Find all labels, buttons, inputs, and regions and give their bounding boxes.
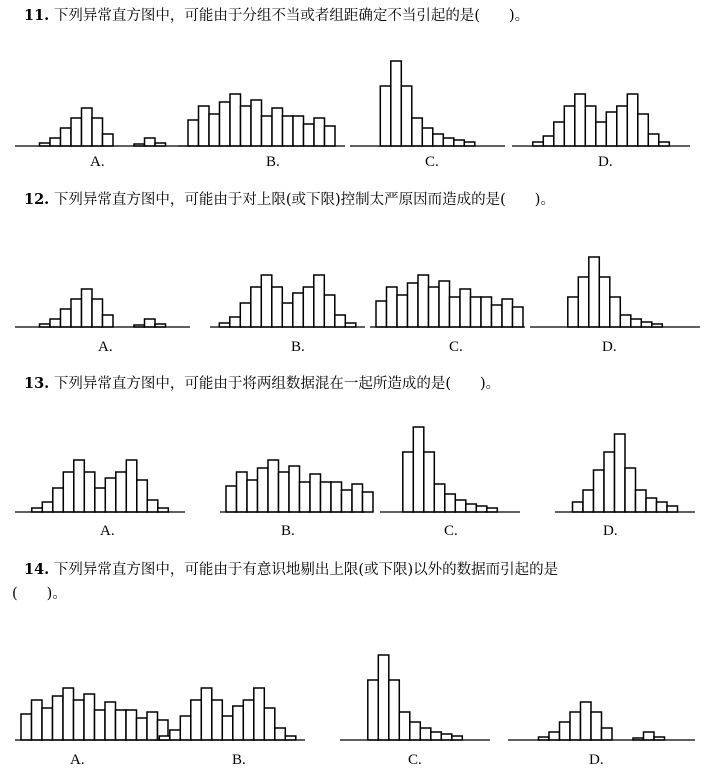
histogram-bar	[543, 136, 554, 146]
histogram-bar	[625, 468, 636, 512]
histogram-bar	[272, 108, 283, 146]
histogram-bar	[74, 460, 85, 512]
histogram-bar	[237, 472, 248, 512]
histogram-bar	[103, 134, 114, 146]
histogram-bar	[420, 728, 431, 740]
histogram-bar	[74, 700, 85, 740]
histogram-bar	[599, 277, 610, 327]
histogram-bar	[209, 114, 220, 146]
histogram-bar	[258, 468, 269, 512]
question-stem: 下列异常直方图中，可能由于对上限(或下限)控制太严原因而造成的是( )。	[53, 192, 555, 208]
histogram-bar	[644, 732, 655, 740]
histogram-bar	[589, 257, 600, 327]
histogram-bar	[293, 293, 304, 327]
histogram-bar	[578, 277, 589, 327]
histogram-bar	[279, 472, 290, 512]
histogram-bar	[615, 434, 626, 512]
question-stem: 下列异常直方图中，可能由于有意识地剔出上限(或下限)以外的数据而引起的是	[53, 562, 559, 578]
histogram-bar	[226, 486, 237, 512]
histogram-bar	[145, 319, 156, 327]
histogram-bar	[42, 502, 53, 512]
histogram-bar	[403, 452, 414, 512]
histogram-bar	[408, 283, 419, 327]
histogram-q13-option-d	[555, 422, 695, 514]
histogram-bar	[241, 106, 252, 146]
question-text-continued	[12, 584, 67, 604]
histogram-bar	[439, 281, 450, 327]
histogram-bar	[418, 275, 429, 327]
histogram-bar	[636, 490, 647, 512]
option-label-d: D.	[603, 523, 618, 539]
histogram-bar	[617, 106, 628, 146]
histogram-bar	[397, 295, 408, 327]
histogram-bar	[137, 718, 148, 740]
question-number: 11.	[24, 7, 50, 24]
histogram-bar	[95, 710, 106, 740]
histogram-bar	[282, 303, 293, 327]
histogram-bar	[145, 138, 156, 146]
histogram-bar	[433, 134, 444, 146]
histogram-bar	[53, 488, 64, 512]
histogram-bar	[445, 494, 456, 512]
histogram-bar	[105, 702, 116, 740]
histogram-bar	[627, 94, 638, 146]
histogram-bar	[126, 710, 137, 740]
histogram-bar	[460, 289, 471, 327]
histogram-bar	[310, 474, 321, 512]
histogram-bar	[443, 138, 454, 146]
question-stem: 下列异常直方图中，可能由于分组不当或者组距确定不当引起的是( )。	[53, 8, 530, 24]
histogram-bar	[641, 322, 652, 327]
histogram-bar	[450, 297, 461, 327]
histogram-bar	[434, 484, 445, 512]
histogram-bar	[264, 708, 275, 740]
histogram-bar	[620, 315, 631, 327]
histogram-bar	[331, 482, 342, 512]
histogram-bar	[455, 500, 466, 512]
histogram-bar	[389, 680, 400, 740]
histogram-bar	[335, 315, 346, 327]
histogram-bar	[314, 118, 325, 146]
question-number: 12.	[24, 191, 50, 208]
histogram-bar	[585, 106, 596, 146]
histogram-q12-option-b	[210, 237, 365, 329]
histogram-bar	[303, 287, 314, 327]
histogram-bar	[180, 716, 191, 740]
histogram-q12-option-c	[370, 237, 525, 329]
histogram-bar	[233, 706, 244, 740]
histogram-bar	[554, 122, 565, 146]
histogram-bar	[243, 700, 254, 740]
histogram-bar	[594, 470, 605, 512]
histogram-bar	[158, 508, 169, 512]
histogram-bar	[596, 122, 607, 146]
histogram-q14-option-d	[508, 650, 695, 742]
histogram-bar	[95, 488, 106, 512]
histogram-bar	[293, 116, 304, 146]
histogram-bar	[549, 732, 560, 740]
histogram-q13-option-c	[380, 422, 520, 514]
histogram-bar	[583, 490, 594, 512]
histogram-bar	[352, 484, 363, 512]
histogram-bar	[212, 700, 223, 740]
histogram-bar	[61, 128, 72, 146]
histogram-bar	[82, 289, 93, 327]
histogram-bar	[50, 138, 61, 146]
histogram-bar	[560, 722, 571, 740]
histogram-bar	[201, 688, 212, 740]
question-number: 14.	[24, 561, 50, 578]
histogram-bar	[602, 728, 613, 740]
histogram-bar	[92, 118, 103, 146]
histogram-bar	[272, 287, 283, 327]
histogram-bar	[105, 478, 116, 512]
histogram-bar	[429, 287, 440, 327]
question-stem: 下列异常直方图中，可能由于将两组数据混在一起所造成的是( )。	[53, 376, 501, 392]
option-label-a: A.	[100, 523, 115, 539]
histogram-bar	[230, 317, 241, 327]
histogram-bar	[606, 112, 617, 146]
histogram-bar	[61, 309, 72, 327]
histogram-bar	[247, 480, 258, 512]
histogram-bar	[568, 297, 579, 327]
histogram-bar	[513, 307, 524, 327]
histogram-bar	[631, 319, 642, 327]
histogram-bar	[412, 118, 423, 146]
option-label-a: A.	[90, 154, 105, 170]
histogram-bar	[342, 490, 353, 512]
histogram-bar	[464, 142, 475, 146]
option-label-b: B.	[281, 523, 295, 539]
histogram-bar	[481, 297, 492, 327]
histogram-bar	[466, 504, 477, 512]
histogram-bar	[82, 108, 93, 146]
histogram-bar	[345, 323, 356, 327]
histogram-bar	[191, 700, 202, 740]
histogram-bar	[471, 297, 482, 327]
histogram-bar	[268, 460, 279, 512]
histogram-bar	[50, 319, 61, 327]
histogram-bar	[487, 508, 498, 512]
histogram-bar	[648, 134, 659, 146]
histogram-bar	[441, 734, 452, 740]
histogram-bar	[63, 472, 74, 512]
histogram-q11-option-a	[15, 56, 190, 148]
option-label-c: C.	[449, 339, 463, 355]
histogram-q14-option-a	[15, 650, 145, 742]
histogram-bar	[646, 498, 657, 512]
histogram-bar	[92, 299, 103, 327]
question-number: 13.	[24, 375, 50, 392]
histogram-bar	[391, 61, 402, 146]
histogram-bar	[254, 688, 264, 740]
histogram-bar	[610, 297, 621, 327]
histogram-bar	[289, 466, 300, 512]
histogram-bar	[638, 114, 649, 146]
question-text	[24, 374, 500, 394]
histogram-bar	[251, 287, 261, 327]
histogram-bar	[275, 728, 286, 740]
histogram-bar	[32, 508, 43, 512]
histogram-bar	[413, 427, 424, 512]
histogram-q11-option-c	[350, 56, 505, 148]
histogram-bar	[581, 702, 592, 740]
option-label-d: D.	[589, 752, 604, 768]
histogram-bar	[431, 732, 442, 740]
answer-blank: ( )。	[12, 586, 67, 602]
histogram-bar	[188, 120, 199, 146]
histogram-bar	[300, 482, 311, 512]
histogram-bar	[103, 315, 114, 327]
histogram-q11-option-d	[512, 56, 690, 148]
option-label-b: B.	[266, 154, 280, 170]
histogram-bar	[21, 714, 32, 740]
histogram-bar	[667, 506, 678, 512]
histogram-q12-option-a	[15, 237, 190, 329]
histogram-bar	[387, 287, 398, 327]
histogram-bar	[422, 128, 433, 146]
option-label-b: B.	[232, 752, 246, 768]
histogram-bar	[659, 142, 670, 146]
histogram-bar	[401, 86, 412, 146]
option-label-c: C.	[408, 752, 422, 768]
option-label-c: C.	[425, 154, 439, 170]
option-label-a: A.	[98, 339, 113, 355]
histogram-bar	[262, 116, 273, 146]
histogram-bar	[324, 295, 335, 327]
option-label-c: C.	[444, 523, 458, 539]
histogram-q13-option-b	[220, 422, 365, 514]
histogram-bar	[261, 275, 272, 327]
histogram-bar	[314, 275, 325, 327]
histogram-bar	[564, 106, 575, 146]
histogram-bar	[53, 696, 64, 740]
question-text	[24, 190, 555, 210]
histogram-bar	[304, 124, 315, 146]
histogram-bar	[71, 118, 82, 146]
option-label-d: D.	[598, 154, 613, 170]
histogram-bar	[368, 680, 379, 740]
histogram-bar	[570, 712, 581, 740]
histogram-bar	[502, 299, 513, 327]
histogram-bar	[84, 694, 95, 740]
histogram-bar	[240, 303, 251, 327]
question-text	[24, 560, 558, 580]
histogram-bar	[573, 502, 584, 512]
histogram-bar	[376, 301, 387, 327]
histogram-bar	[220, 102, 231, 146]
histogram-bar	[219, 323, 230, 327]
histogram-bar	[492, 305, 503, 327]
histogram-q11-option-b	[178, 56, 345, 148]
histogram-bar	[410, 722, 421, 740]
option-label-a: A.	[70, 752, 85, 768]
histogram-bar	[454, 140, 465, 146]
histogram-bar	[363, 492, 374, 512]
histogram-bar	[476, 506, 487, 512]
histogram-bar	[251, 100, 262, 146]
histogram-bar	[575, 94, 586, 146]
histogram-bar	[222, 716, 233, 740]
histogram-bar	[71, 299, 82, 327]
histogram-bar	[147, 500, 158, 512]
option-label-b: B.	[291, 339, 305, 355]
histogram-bar	[604, 452, 615, 512]
histogram-bar	[137, 480, 148, 512]
histogram-bar	[325, 126, 336, 146]
histogram-bar	[321, 482, 332, 512]
histogram-bar	[424, 452, 435, 512]
histogram-bar	[380, 86, 391, 146]
question-text	[24, 6, 529, 26]
histogram-bar	[116, 472, 127, 512]
option-label-d: D.	[602, 339, 617, 355]
histogram-bar	[116, 710, 127, 740]
histogram-bar	[283, 116, 294, 146]
histogram-bar	[399, 712, 410, 740]
histogram-bar	[63, 688, 74, 740]
histogram-bar	[32, 700, 43, 740]
histogram-bar	[230, 94, 241, 146]
histogram-bar	[170, 730, 181, 740]
histogram-q13-option-a	[15, 422, 185, 514]
histogram-bar	[378, 655, 389, 740]
histogram-bar	[42, 708, 53, 740]
histogram-q14-option-c	[340, 650, 490, 742]
histogram-bar	[533, 142, 544, 146]
histogram-q14-option-b	[150, 650, 305, 742]
histogram-bar	[657, 502, 668, 512]
histogram-q12-option-d	[530, 237, 700, 329]
histogram-bar	[591, 712, 602, 740]
histogram-bar	[126, 460, 137, 512]
histogram-bar	[84, 472, 95, 512]
histogram-bar	[199, 106, 210, 146]
